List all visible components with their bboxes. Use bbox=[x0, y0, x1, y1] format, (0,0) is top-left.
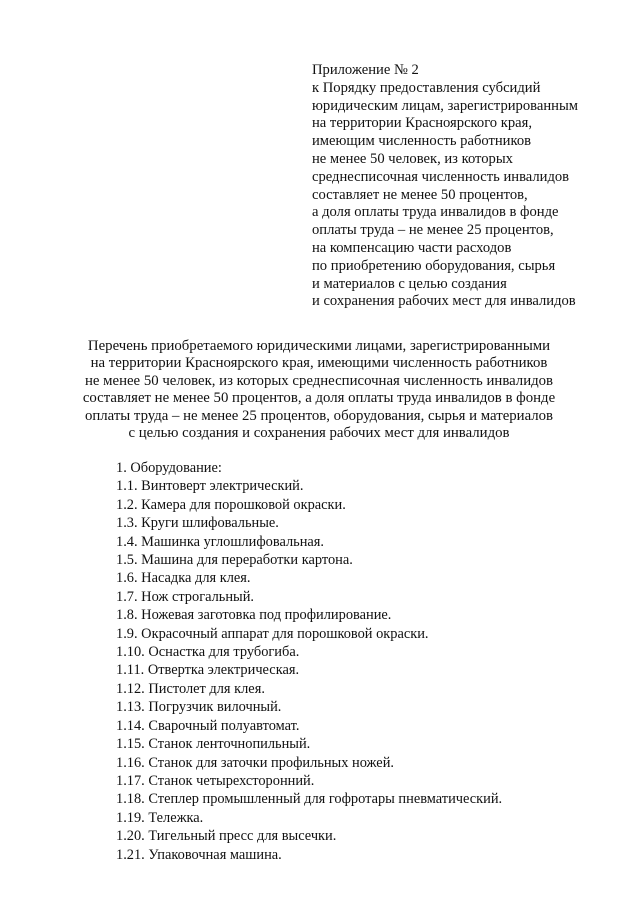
list-item: 1.8. Ножевая заготовка под профилирование. bbox=[116, 607, 392, 624]
title-line: составляет не менее 50 процентов, а доля оплаты труда инвалидов в фонде bbox=[82, 390, 556, 407]
list-heading: 1. Оборудование: bbox=[116, 460, 222, 476]
appendix-line: на компенсацию части расходов bbox=[312, 239, 512, 256]
list-item: 1.7. Нож строгальный. bbox=[116, 588, 255, 605]
appendix-line: и материалов с целью создания bbox=[312, 275, 507, 292]
list-item: 1.6. Насадка для клея. bbox=[116, 570, 251, 587]
list-item: 1.12. Пистолет для клея. bbox=[116, 680, 265, 697]
list-item: 1.18. Степлер промышленный для гофротары пневматический. bbox=[116, 791, 503, 808]
appendix-line: составляет не менее 50 процентов, bbox=[312, 186, 528, 203]
list-item: 1.11. Отвертка электрическая. bbox=[116, 662, 300, 679]
list-item: 1.14. Сварочный полуавтомат. bbox=[116, 717, 300, 734]
list-item: 1.2. Камера для порошковой окраски. bbox=[116, 496, 346, 513]
list-item: 1.3. Круги шлифовальные. bbox=[116, 515, 279, 532]
list-item: 1.15. Станок ленточнопильный. bbox=[116, 736, 311, 753]
list-item: 1.21. Упаковочная машина. bbox=[116, 846, 282, 863]
title-line: не менее 50 человек, из которых среднесписочная численность инвалидов bbox=[84, 372, 554, 389]
appendix-header bbox=[312, 62, 612, 311]
title-line: на территории Красноярского края, имеющими численность работников bbox=[90, 355, 548, 372]
list-item: 1.16. Станок для заточки профильных ножей. bbox=[116, 754, 394, 771]
document-title bbox=[20, 338, 618, 442]
list-item: 1.4. Машинка углошлифовальная. bbox=[116, 533, 325, 550]
appendix-line: а доля оплаты труда инвалидов в фонде bbox=[312, 204, 559, 221]
list-item: 1.20. Тигельный пресс для высечки. bbox=[116, 828, 337, 845]
list-item: 1.9. Окрасочный аппарат для порошковой окраски. bbox=[116, 625, 429, 642]
appendix-line: Приложение № 2 bbox=[312, 62, 419, 78]
list-item: 1.19. Тележка. bbox=[116, 809, 204, 826]
appendix-line: и сохранения рабочих мест для инвалидов bbox=[312, 293, 576, 310]
appendix-line: по приобретению оборудования, сырья bbox=[312, 257, 556, 274]
appendix-line: на территории Красноярского края, bbox=[312, 115, 532, 132]
title-line: с целью создания и сохранения рабочих мест для инвалидов bbox=[128, 425, 510, 442]
list-item: 1.10. Оснастка для трубогиба. bbox=[116, 644, 300, 661]
appendix-line: имеющим численность работников bbox=[312, 133, 532, 150]
list-item: 1.17. Станок четырехсторонний. bbox=[116, 772, 315, 789]
equipment-list bbox=[116, 459, 596, 864]
appendix-line: среднесписочная численность инвалидов bbox=[312, 168, 570, 185]
appendix-line: не менее 50 человек, из которых bbox=[312, 150, 513, 167]
list-item: 1.13. Погрузчик вилочный. bbox=[116, 699, 282, 716]
appendix-line: юридическим лицам, зарегистрированным bbox=[312, 97, 578, 114]
title-line: Перечень приобретаемого юридическими лицами, зарегистрированными bbox=[87, 338, 551, 354]
list-item: 1.5. Машина для переработки картона. bbox=[116, 552, 353, 569]
list-item: 1.1. Винтоверт электрический. bbox=[116, 478, 304, 495]
appendix-line: оплаты труда – не менее 25 процентов, bbox=[312, 222, 554, 239]
title-line: оплаты труда – не менее 25 процентов, оборудования, сырья и материалов bbox=[84, 407, 554, 424]
appendix-line: к Порядку предоставления субсидий bbox=[312, 79, 541, 96]
